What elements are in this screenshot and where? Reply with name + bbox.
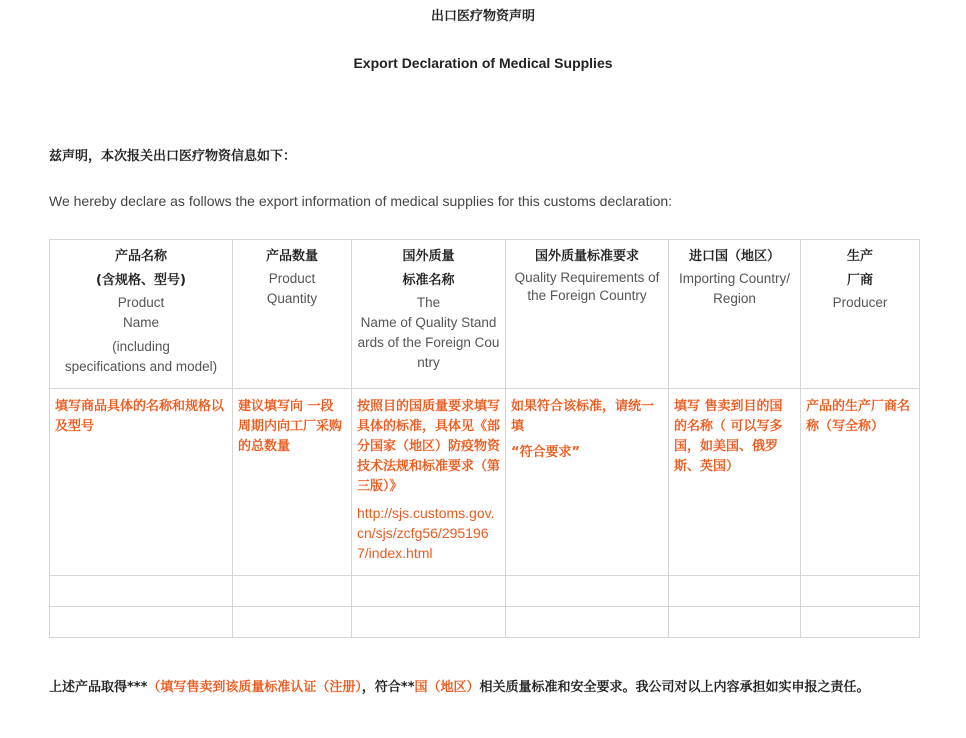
hint-producer [801, 389, 920, 576]
title-english: Export Declaration of Medical Supplies [353, 55, 613, 71]
header-en-line2: (including specifications and model) [64, 339, 218, 374]
footer-statement [49, 675, 919, 700]
hint-text-conform: “符合要求” [511, 445, 581, 460]
table-header-row [50, 240, 920, 389]
header-producer [801, 240, 920, 389]
table-row-empty [50, 576, 920, 607]
header-en-line1: The Name of Quality Standards of the Foreign Country [357, 295, 500, 370]
hint-text: 建议填写向 一段周期内向工厂采购的总数量 [238, 399, 343, 454]
hint-text: 按照目的国质量要求填写具体的标准，具体见《部分国家（地区）防疫物资技术法规和标准要求（第三版）》 [357, 399, 501, 494]
empty-cell[interactable] [352, 607, 506, 638]
hint-importing-country [669, 389, 801, 576]
header-en-line1: Importing Country/ Region [678, 271, 791, 306]
empty-cell[interactable] [669, 576, 801, 607]
hint-quality-requirements [506, 389, 669, 576]
header-cn-line1: 生产 [846, 249, 873, 264]
header-quality-requirements [506, 240, 669, 389]
hint-text: 产品的生产厂商名称（写全称） [806, 399, 911, 434]
hint-quality-standard-name [352, 389, 506, 576]
header-quality-standard-name [352, 240, 506, 389]
header-importing-country [669, 240, 801, 389]
hint-text: 填写 售卖到目的国的名称（ 可以写多国，如美国、俄罗斯、英国） [674, 399, 783, 474]
intro-english: We hereby declare as follows the export information of medical supplies for this customs declaration: [49, 193, 673, 209]
hint-product-quantity [233, 389, 352, 576]
header-cn-line2: 标准名称 [402, 273, 455, 288]
hint-product-name [50, 389, 233, 576]
header-product-name [50, 240, 233, 389]
footer-part1: 上述产品取得*** [49, 680, 148, 695]
table-row-empty [50, 607, 920, 638]
header-en-line1: Product Name [117, 295, 165, 330]
declaration-table [49, 239, 920, 638]
header-cn-line2: (含规格、型号) [96, 273, 186, 288]
empty-cell[interactable] [669, 607, 801, 638]
header-cn-line1: 产品数量 [265, 249, 318, 264]
customs-link[interactable]: http://sjs.customs.gov.cn/sjs/zcfg56/2951967/index.html [357, 505, 495, 561]
table-hint-row [50, 389, 920, 576]
header-en-line1: Producer [832, 295, 888, 310]
empty-cell[interactable] [50, 607, 233, 638]
empty-cell[interactable] [50, 576, 233, 607]
header-cn-line1: 进口国（地区） [688, 249, 780, 264]
empty-cell[interactable] [506, 607, 669, 638]
empty-cell[interactable] [233, 576, 352, 607]
header-en-line1: Product Quantity [266, 271, 318, 306]
empty-cell[interactable] [352, 576, 506, 607]
header-cn-line1: 国外质量 [402, 249, 455, 264]
empty-cell[interactable] [233, 607, 352, 638]
footer-part3: ，符合** [361, 680, 415, 695]
hint-text: 如果符合该标准，请统一填 [511, 399, 655, 434]
title-chinese: 出口医疗物资声明 [430, 9, 535, 24]
empty-cell[interactable] [801, 607, 920, 638]
footer-part4: 国（地区） [414, 680, 480, 695]
empty-cell[interactable] [506, 576, 669, 607]
header-cn-line2: 厂商 [846, 273, 873, 288]
footer-part5: 相关质量标准和安全要求。我公司对以上内容承担如实申报之责任。 [479, 680, 870, 695]
empty-cell[interactable] [801, 576, 920, 607]
header-product-quantity [233, 240, 352, 389]
hint-text: 填写商品具体的名称和规格以及型号 [55, 399, 225, 434]
header-cn-line1: 产品名称 [114, 249, 167, 264]
header-cn-line1: 国外质量标准要求 [534, 249, 639, 264]
header-en-line1: Quality Requirements of the Foreign Country [514, 270, 660, 303]
intro-chinese: 兹声明，本次报关出口医疗物资信息如下： [49, 149, 297, 164]
footer-part2: （填写售卖到该质量标准认证（注册） [147, 680, 362, 695]
